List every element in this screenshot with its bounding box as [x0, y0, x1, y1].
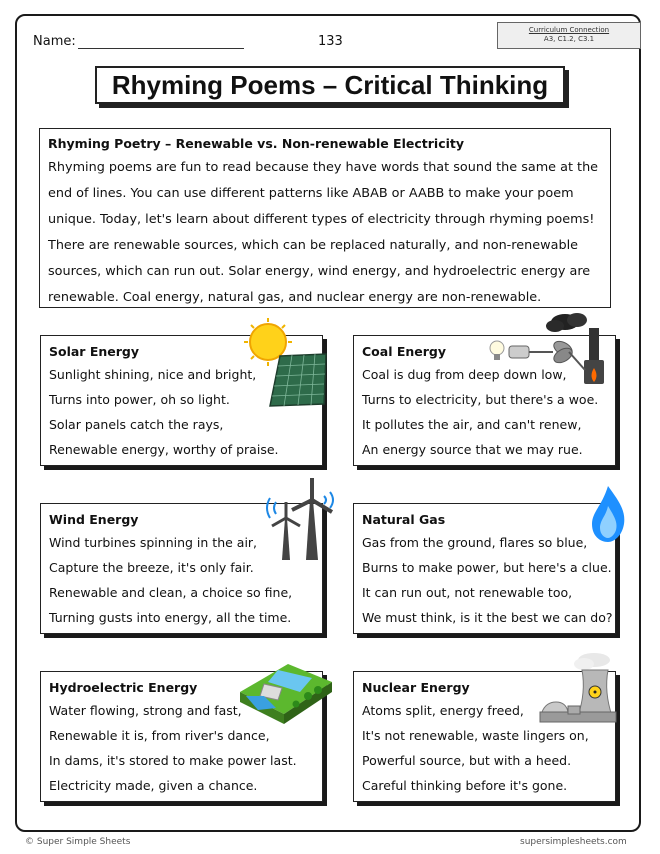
coal-power-plant-icon — [485, 310, 615, 388]
poem-line: Sunlight shining, nice and bright, — [49, 367, 257, 382]
footer-copyright: © Super Simple Sheets — [25, 837, 131, 847]
poem-line: Coal is dug from deep down low, — [362, 367, 567, 382]
poem-title: Nuclear Energy — [362, 680, 470, 695]
poem-title: Coal Energy — [362, 344, 447, 359]
sun-solar-panel-icon — [242, 316, 330, 408]
poem-line: Renewable it is, from river's dance, — [49, 728, 270, 743]
curriculum-title: Curriculum Connection — [528, 26, 610, 34]
name-label: Name: — [33, 34, 76, 49]
page-number: 133 — [318, 34, 343, 49]
name-field[interactable] — [78, 48, 244, 49]
nuclear-plant-icon — [538, 652, 618, 726]
intro-heading: Rhyming Poetry – Renewable vs. Non-renewable Electricity — [48, 136, 465, 151]
title-box — [95, 66, 565, 104]
poem-line: It's not renewable, waste lingers on, — [362, 728, 589, 743]
poem-title: Wind Energy — [49, 512, 139, 527]
hydroelectric-dam-icon — [238, 652, 334, 726]
poem-line: Electricity made, given a chance. — [49, 778, 258, 793]
curriculum-codes: A3, C1.2, C3.1 — [543, 35, 595, 43]
poem-line: Turning gusts into energy, all the time. — [49, 610, 292, 625]
poem-line: Capture the breeze, it's only fair. — [49, 560, 254, 575]
intro-body: Rhyming poems are fun to read because they have words that sound the same at the end of lines. You can use different patterns like ABAB or AABB to make your poem unique. Today, let's learn about different types of electricity through rhyming poems! There are renewable sources, which can be replaced naturally, and non-renewable sources, which can run out. Solar energy, wind energy, and hydroelectric energy are renewable. Coal energy, natural gas, and nuclear energy are non-renewable. — [48, 160, 599, 305]
poem-line: Turns to electricity, but there's a woe. — [362, 392, 599, 407]
poem-line: We must think, is it the best we can do? — [362, 610, 613, 625]
blue-flame-icon — [588, 484, 628, 544]
curriculum-connection-box — [497, 22, 641, 49]
poem-line: Burns to make power, but here's a clue. — [362, 560, 612, 575]
poem-line: Wind turbines spinning in the air, — [49, 535, 258, 550]
poem-line: Solar panels catch the rays, — [49, 417, 224, 432]
poem-line: Atoms split, energy freed, — [362, 703, 524, 718]
poem-title: Hydroelectric Energy — [49, 680, 198, 695]
poem-line: Careful thinking before it's gone. — [362, 778, 568, 793]
poem-line: An energy source that we may rue. — [362, 442, 583, 457]
poem-title: Natural Gas — [362, 512, 446, 527]
poem-card-natural-gas — [353, 503, 616, 634]
poem-line: Powerful source, but with a heed. — [362, 753, 572, 768]
intro-box — [39, 128, 611, 308]
wind-turbine-icon — [262, 478, 340, 562]
footer-website[interactable]: supersimplesheets.com — [520, 837, 627, 847]
poem-line: Gas from the ground, flares so blue, — [362, 535, 588, 550]
poem-line: Renewable energy, worthy of praise. — [49, 442, 279, 457]
poem-line: Turns into power, oh so light. — [49, 392, 230, 407]
poem-line: In dams, it's stored to make power last. — [49, 753, 297, 768]
poem-line: It can run out, not renewable too, — [362, 585, 573, 600]
poem-title: Solar Energy — [49, 344, 140, 359]
page-title: Rhyming Poems – Critical Thinking — [111, 69, 549, 100]
poem-line: Water flowing, strong and fast, — [49, 703, 242, 718]
poem-line: It pollutes the air, and can't renew, — [362, 417, 582, 432]
poem-line: Renewable and clean, a choice so fine, — [49, 585, 293, 600]
